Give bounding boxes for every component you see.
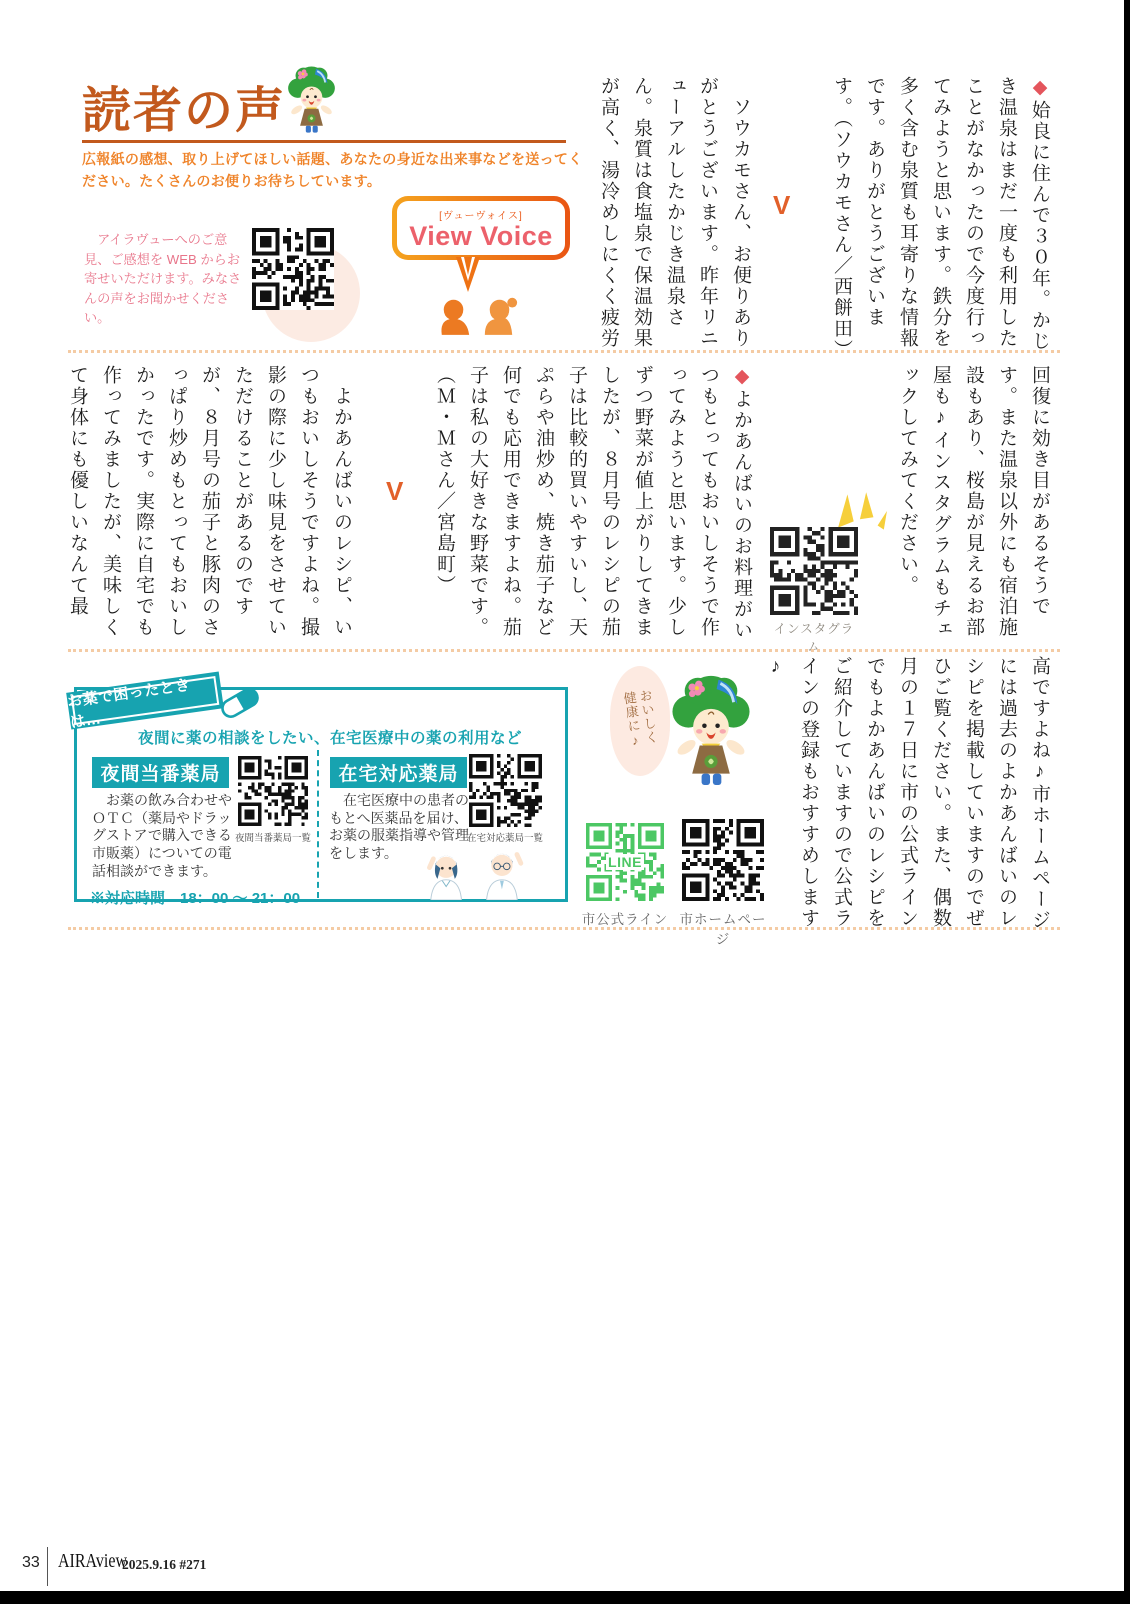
web-feedback-note: アイラヴューへのご意見、ご感想を WEB からお寄せいただけます。みなさんの声をお聞かせください。 [84, 232, 242, 325]
night-pharmacy-title: 夜間当番薬局 [92, 757, 229, 788]
letter-1-marker: ◆ [1029, 76, 1050, 100]
title-underline [82, 140, 566, 143]
section-divider [68, 927, 1060, 930]
home-pharmacy-qr-code [469, 754, 542, 827]
view-voice-logo [392, 196, 570, 260]
letter-2-text [427, 365, 758, 642]
capsule-icon [219, 686, 261, 720]
homepage-qr-code [682, 819, 764, 901]
letter-1-text [824, 76, 1056, 361]
home-pharmacy-qr-label: 在宅対応薬局一覧 [466, 833, 543, 844]
pharmacy-ribbon: お薬で困ったときは… [66, 671, 224, 729]
night-pharmacy-hours: ※対応時間 18：00 ～ 21：00 [90, 890, 301, 907]
line-qr-label: 市公式ライン [581, 912, 669, 927]
mascot-speech-text: おいしく健康に♪ [620, 688, 660, 750]
magazine-name: AIRAview [58, 1550, 128, 1572]
home-pharmacy-title: 在宅対応薬局 [330, 757, 467, 788]
instagram-qr-code [770, 527, 858, 615]
homepage-qr-label: 市ホームページ [679, 912, 767, 947]
mascot-icon [283, 64, 340, 134]
letter-2-body: よかあんばいのお料理がいつもとってもおいしそうで作ってみようと思います。少しずつ野菜が値上がりしてきましたが、８月号のレシピの茄子は比較的買いやすいし、天ぷらや油炒め、焼き茄子など何でも応用できますよね。茄子は私の大好きな野菜です。（Ｍ・Ｍさん／宮島町） [434, 365, 752, 641]
section-divider [68, 350, 1060, 353]
letter-2-reply-part1: よかあんばいのレシピ、いつもおいしそうですよね。撮影の際に少し味見をさせていただけることがあるのですが、８月号の茄子と豚肉のさっぱり炒めもとってもおいしかったです。実際に自宅でも作ってみましたが、美味しくて身体にも優しいなんて最 [67, 365, 352, 638]
line-logo-text: LINE [608, 854, 642, 870]
reply-v-mark-2: V [386, 476, 404, 506]
page-title: 読者の声 [82, 83, 287, 138]
pharmacy-column-divider [317, 750, 319, 898]
reply-v-mark-1: V [773, 190, 791, 220]
page-edge-right [1124, 0, 1130, 1604]
pharmacists-illustration [405, 850, 545, 900]
view-voice-inner [397, 201, 565, 255]
letter-1-body: 姶良に住んで３０年。かじき温泉はまだ一度も利用したことがなかったので今度行ってみようと思います。鉄分を多く含む泉質も耳寄りな情報です。ありがとうございます。（ソウカモさん／西餅田） [831, 76, 1050, 361]
letter-2-marker: ◆ [731, 365, 752, 389]
instagram-qr-label: インスタグラム [773, 622, 855, 654]
pharmacy-heading: 夜間に薬の相談をしたい、在宅医療中の薬の利用など [137, 730, 522, 747]
talking-people-icon [432, 284, 522, 335]
line-qr-code [586, 823, 664, 901]
letter-2-reply-part2: 高ですよね♪市ホームページには過去のよかあんばいのレシピを掲載していますのでぜひご覧ください。また、偶数月の１７日に市の公式ラインでもよかあんばいのレシピをご紹介していますので公式ラインの登録もおすすめします♪ [765, 656, 1050, 931]
letter-1-reply-part2: 回復に効き目があるそうです。また温泉以外にも宿泊施設もあり、桜島が見えるお部屋も♪インスタグラムもチェックしてみてください。 [897, 365, 1050, 640]
view-voice-ruby: [ヴューヴォイス] [439, 210, 523, 222]
home-pharmacy-description: 在宅医療中の患者のもとへ医薬品を届け、お薬の服薬指導や管理をします。 [329, 792, 469, 862]
intro-text: 広報紙の感想、取り上げてほしい話題、あなたの身近な出来事などを送ってください。たくさんのお便りお待ちしています。 [82, 151, 583, 189]
mascot-character [664, 672, 758, 787]
page-number: 33 [22, 1554, 40, 1571]
night-pharmacy-description: お薬の飲み合わせやＯＴＣ（薬局やドラッグストアで購入できる市販薬）についての電話相談ができます。 [92, 792, 232, 879]
view-voice-name: View Voice [409, 220, 553, 251]
section-divider [68, 649, 1060, 652]
issue-info: 2025.9.16 #271 [122, 1557, 207, 1572]
night-pharmacy-qr-label: 夜間当番薬局一覧 [234, 833, 311, 844]
footer-divider [47, 1547, 48, 1586]
night-pharmacy-qr-code [238, 756, 308, 826]
page-edge-bottom [0, 1591, 1130, 1604]
mascot-speech-bubble [610, 666, 670, 776]
letter-1-reply-part1: ソウカモさん、お便りありがとうございます。昨年リニューアルしたかじき温泉さん。泉質は食塩泉で保温効果が高く、湯冷めしにくく疲労 [598, 76, 751, 349]
feedback-qr-code [252, 228, 334, 310]
